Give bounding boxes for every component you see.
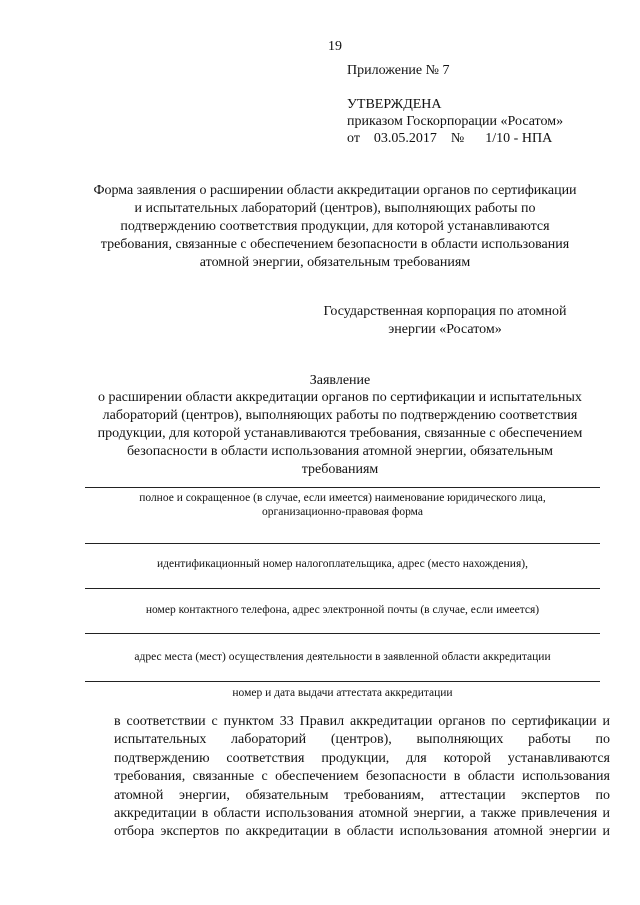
field-caption-organization: полное и сокращенное (в случае, если имеется) наименование юридического лица, организационно-правовая форма — [139, 492, 546, 518]
form-title-line: атомной энергии, обязательным требованиям — [199, 255, 471, 270]
form-title-line: Форма заявления о расширении области аккредитации органов по сертификации — [93, 183, 577, 198]
statement-text — [60, 389, 620, 479]
form-title — [60, 182, 610, 272]
statement-line: требованиям — [301, 462, 379, 477]
statement-heading: Заявление — [309, 373, 371, 388]
addressee — [300, 303, 590, 339]
field-line-accreditation[interactable] — [85, 681, 600, 682]
statement-line: лабораторий (центров), выполняющих работы по подтверждению соответствия — [102, 408, 578, 423]
form-title-line: и испытательных лабораторий (центров), выполняющих работы по — [134, 201, 536, 216]
field-caption-tax-id: идентификационный номер налогоплательщика, адрес (место нахождения), — [157, 558, 528, 570]
statement-line: продукции, для которой устанавливаются требования, связанные с обеспечением — [97, 426, 583, 441]
body-line: отбора экспертов по аккредитации в области использования атомной энергии и — [114, 824, 610, 840]
form-title-line: подтверждению соответствия продукции, для которой устанавливаются — [120, 219, 550, 234]
order-line: приказом Госкорпорации «Росатом» — [347, 114, 564, 129]
field-line-activity-address[interactable] — [85, 633, 600, 634]
body-line: аккредитации в области использования атомной энергии, а также привлечения и — [114, 806, 610, 822]
addressee-line: энергии «Росатом» — [388, 322, 502, 337]
field-caption-accreditation: номер и дата выдачи аттестата аккредитации — [232, 687, 453, 699]
statement-line: о расширении области аккредитации органов по сертификации и испытательных — [98, 390, 582, 405]
body-line: испытательных лабораторий (центров), выполняющих работы по — [114, 732, 610, 748]
field-line-organization[interactable] — [85, 487, 600, 488]
order-date-line: от 03.05.2017 № 1/10 - НПА — [347, 131, 553, 146]
addressee-line: Государственная корпорация по атомной — [323, 304, 567, 319]
appendix-label: Приложение № 7 — [347, 63, 450, 78]
field-line-tax-id[interactable] — [85, 543, 600, 544]
page-number: 19 — [328, 39, 342, 54]
body-line: атомной энергии, обязательным требованиям, аттестации экспертов по — [114, 787, 610, 803]
approved-label: УТВЕРЖДЕНА — [347, 97, 442, 112]
body-line: подтверждению соответствия продукции, для которой устанавливаются — [114, 750, 610, 766]
field-caption-contacts: номер контактного телефона, адрес электронной почты (в случае, если имеется) — [145, 604, 540, 616]
field-caption-activity-address: адрес места (мест) осуществления деятельности в заявленной области аккредитации — [134, 651, 551, 663]
body-paragraph — [114, 713, 610, 842]
field-line-contacts[interactable] — [85, 588, 600, 589]
form-title-line: требования, связанные с обеспечением безопасности в области использования — [100, 237, 570, 252]
body-line: требования, связанные с обеспечением безопасности в области использования — [114, 769, 610, 785]
statement-line: безопасности в области использования атомной энергии, обязательным — [126, 444, 554, 459]
body-line: в соответствии с пунктом 33 Правил аккредитации органов по сертификации и — [114, 714, 610, 729]
